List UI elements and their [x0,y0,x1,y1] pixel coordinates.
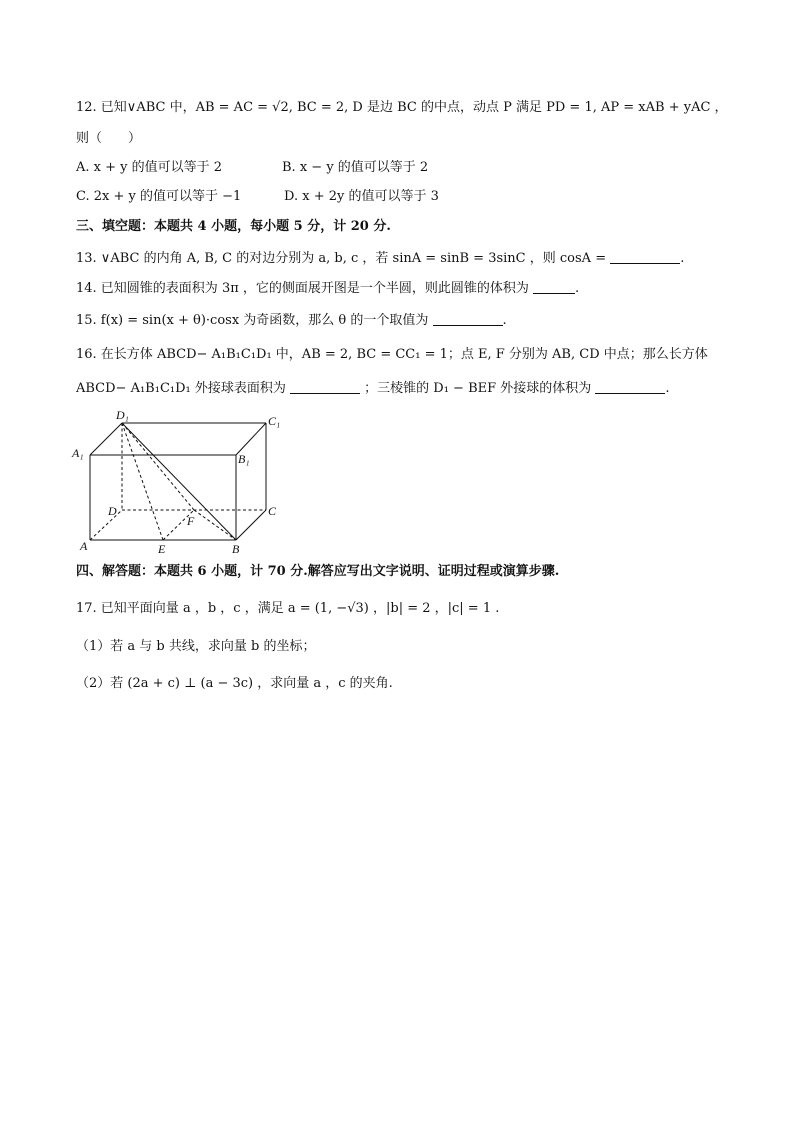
q13-end: . [680,251,685,266]
q16-end: . [665,381,670,396]
q17-part2: （2）若 (2a + c) ⊥ (a − 3c) ，求向量 a ，c 的夹角. [76,676,393,691]
option-text: x + y 的值可以等于 2 [93,160,223,175]
option-label: C. [76,189,90,204]
q16-answer-blank-2[interactable] [595,379,665,394]
q14-end: . [575,281,580,296]
q15-text: 15. f(x) = sin(x + θ)·cosx 为奇函数，那么 θ 的一个取值为 [76,313,429,328]
option-text: 2x + y 的值可以等于 −1 [93,189,242,204]
option-text: x − y 的值可以等于 2 [299,160,429,175]
q13-text: 13. ∨ABC 的内角 A, B, C 的对边分别为 a, b, c ，若 sinA = sinB = 3sinC ，则 cosA = [76,251,607,266]
label-b1: B₁ [238,452,250,466]
label-b: B [232,542,240,556]
q16-line2 [76,379,670,398]
section3-heading: 三、填空题：本题共 4 小题，每小题 5 分，计 20 分. [76,219,391,234]
q12-line2: 则（ ） [76,131,142,146]
q16-line2-part2: ；三棱锥的 D₁ − BEF 外接球的体积为 [364,381,592,396]
label-c1: C₁ [268,414,281,428]
q12-line1: 12. 已知∨ABC 中，AB = AC = √2, BC = 2, D 是边 BC 的中点，动点 P 满足 PD = 1, AP = xAB + yAC ， [76,100,728,115]
q15 [76,311,507,330]
q15-answer-blank[interactable] [433,311,503,326]
option-label: B. [282,160,296,175]
q14 [76,279,579,298]
q12-option-d [284,188,439,206]
q16-line2-part1: ABCD− A₁B₁C₁D₁ 外接球表面积为 [76,381,286,396]
label-c: C [268,504,277,518]
label-a: A [80,539,88,553]
q12-option-c [76,188,241,206]
q14-answer-blank[interactable] [533,279,575,294]
label-a1: A₁ [72,446,84,460]
q15-end: . [502,313,507,328]
q12-option-a [76,159,222,177]
option-text: x + 2y 的值可以等于 3 [302,189,439,204]
q13 [76,249,684,268]
label-d1: D₁ [116,408,129,422]
q16-answer-blank-1[interactable] [290,379,360,394]
q13-answer-blank[interactable] [610,249,680,264]
q14-text: 14. 已知圆锥的表面积为 3π ，它的侧面展开图是一个半圆，则此圆锥的体积为 [76,281,529,296]
cuboid-figure [70,405,290,560]
q16-line1: 16. 在长方体 ABCD− A₁B₁C₁D₁ 中，AB = 2, BC = CC₁ = 1；点 E, F 分别为 AB, CD 中点；那么长方体 [76,347,708,362]
section4-heading: 四、解答题：本题共 6 小题，计 70 分.解答应写出文字说明、证明过程或演算步骤. [76,564,560,579]
label-d: D [108,504,117,518]
option-label: D. [284,189,299,204]
q17-part1: （1）若 a 与 b 共线，求向量 b 的坐标； [76,639,316,654]
label-e: E [158,542,166,556]
label-f: F [187,514,195,528]
q17-line1: 17. 已知平面向量 a ，b ，c ，满足 a = (1, −√3) ，|b| = 2 ，|c| = 1 . [76,601,500,616]
option-label: A. [76,160,90,175]
q12-option-b [282,159,428,177]
